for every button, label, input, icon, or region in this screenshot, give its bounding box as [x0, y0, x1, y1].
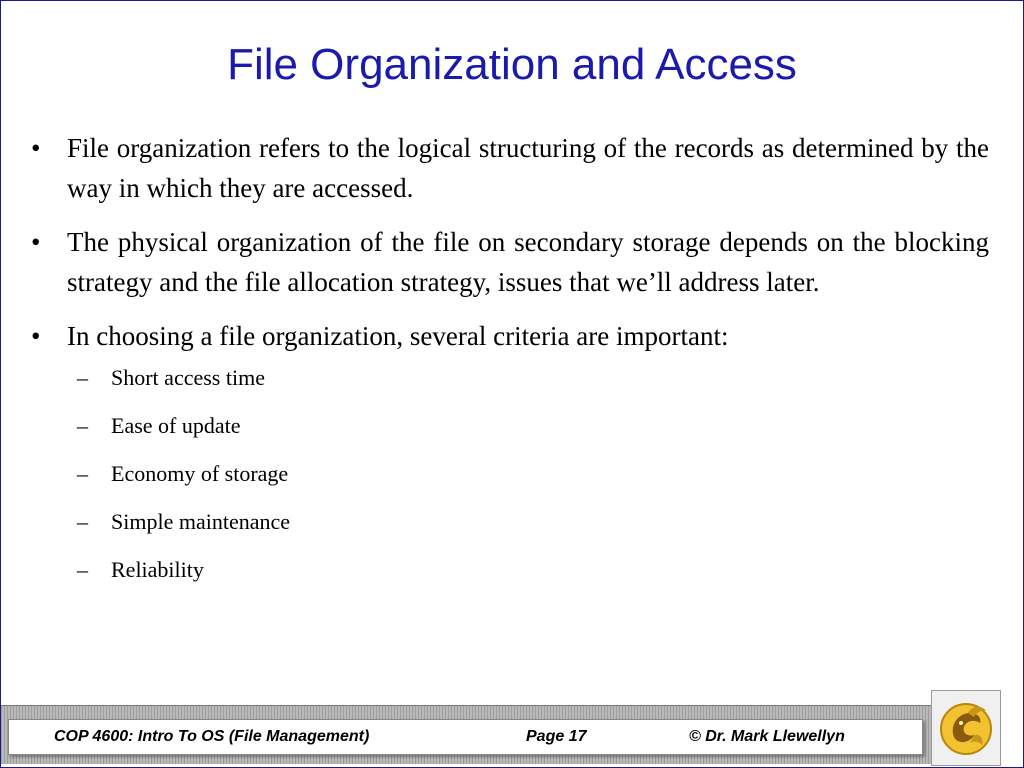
bullet-item: • The physical organization of the file on secondary storage depends on the blocking strategy and the file allocation strategy, issues that we’ll address later. — [31, 222, 989, 302]
sub-bullet-item: – Economy of storage — [31, 460, 989, 488]
bullet-list — [31, 128, 989, 604]
sub-bullet-item: – Ease of update — [31, 412, 989, 440]
sub-bullet-list — [31, 364, 989, 584]
footer-course: COP 4600: Intro To OS (File Management) — [54, 728, 370, 745]
footer — [8, 719, 923, 755]
sub-bullet-item: – Reliability — [31, 556, 989, 584]
bullet-item: • File organization refers to the logical structuring of the records as determined by the way in which they are accessed. — [31, 128, 989, 208]
logo-box — [931, 690, 1001, 766]
sub-bullet-item: – Simple maintenance — [31, 508, 989, 536]
footer-copyright: © Dr. Mark Llewellyn — [689, 728, 845, 745]
pegasus-logo-icon — [938, 699, 994, 757]
footer-page-number: Page 17 — [526, 728, 587, 745]
slide-title: File Organization and Access — [227, 40, 797, 89]
sub-bullet-item: – Short access time — [31, 364, 989, 392]
bullet-item: • In choosing a file organization, several criteria are important: — [31, 316, 989, 356]
